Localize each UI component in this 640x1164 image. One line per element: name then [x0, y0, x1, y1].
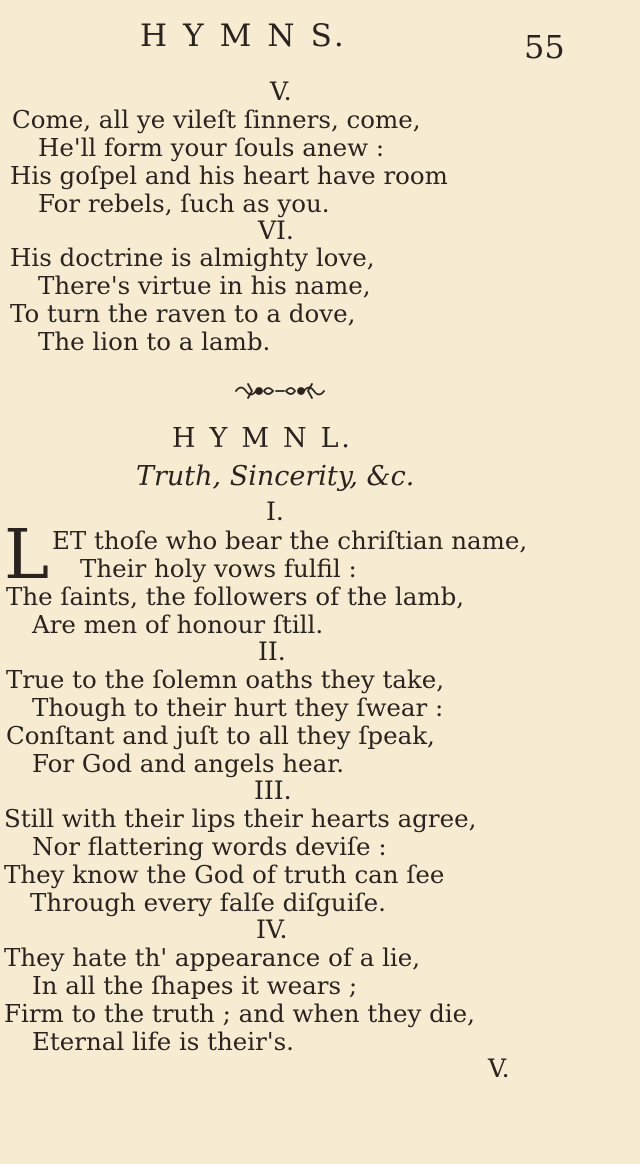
verse-line: ET thoſe who bear the chriſtian name, [52, 526, 528, 555]
stanza-numeral: IV. [256, 915, 288, 944]
hymn-title: H Y M N L. [172, 423, 353, 454]
verse-line: Through every falſe diſguiſe. [30, 888, 386, 917]
verse-line: He'll form your ſouls anew : [38, 133, 385, 162]
stanza-numeral: II. [258, 637, 286, 666]
verse-line: They know the God of truth can ſee [4, 860, 445, 889]
verse-line: To turn the raven to a dove, [10, 299, 356, 328]
stanza-numeral: VI. [258, 216, 294, 245]
stanza-numeral: III. [254, 776, 292, 805]
verse-line: In all the ſhapes it wears ; [32, 971, 358, 1000]
stanza-numeral: V. [270, 77, 292, 106]
ornament-divider-icon [232, 378, 328, 404]
catchword: V. [488, 1054, 510, 1083]
verse-line: Come, all ye vileſt ſinners, come, [12, 105, 421, 134]
verse-line: The ſaints, the followers of the lamb, [6, 582, 465, 611]
running-head: H Y M N S. [140, 18, 347, 54]
verse-line: There's virtue in his name, [38, 271, 371, 300]
hymn-subtitle: Truth, Sincerity, &c. [136, 461, 415, 492]
verse-line: Still with their lips their hearts agree, [4, 804, 477, 833]
page-number: 55 [524, 28, 565, 66]
verse-line: Firm to the truth ; and when they die, [4, 999, 475, 1028]
verse-line: The lion to a lamb. [38, 327, 271, 356]
verse-line: Nor flattering words deviſe : [32, 832, 387, 861]
verse-line: True to the ſolemn oaths they take, [6, 665, 445, 694]
verse-line: For God and angels hear. [32, 749, 345, 778]
verse-line: Though to their hurt they ſwear : [32, 693, 444, 722]
drop-cap: L [4, 516, 50, 595]
stanza-numeral: I. [266, 497, 284, 526]
verse-line: Conſtant and juſt to all they ſpeak, [6, 721, 435, 750]
verse-line: His goſpel and his heart have room [10, 161, 448, 190]
verse-line: For rebels, ſuch as you. [38, 189, 330, 218]
verse-line: Eternal life is their's. [32, 1027, 294, 1056]
verse-line: They hate th' appearance of a lie, [4, 943, 421, 972]
verse-line: Are men of honour ſtill. [32, 610, 324, 639]
verse-line: His doctrine is almighty love, [10, 243, 375, 272]
verse-line: Their holy vows fulfil : [80, 554, 357, 583]
